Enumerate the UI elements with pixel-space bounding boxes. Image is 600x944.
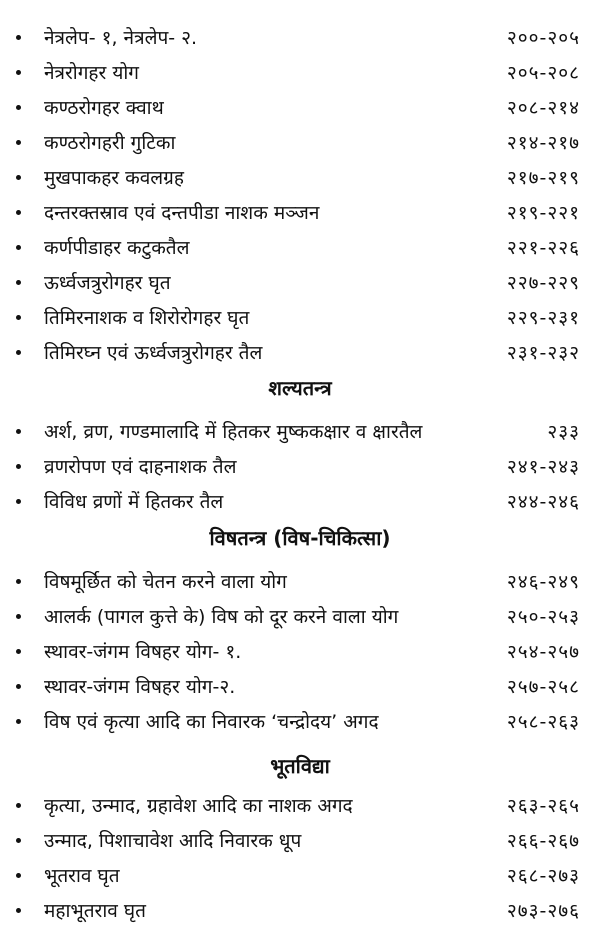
item-title: महाभूतराव घृत [44,900,146,922]
item-pages: २५४-२५७ [506,641,580,663]
list-item [0,55,600,89]
bullet-icon [16,175,21,180]
item-title: नेत्ररोगहर योग [44,62,139,84]
item-pages: २४६-२४९ [506,571,580,593]
bullet-icon [16,280,21,285]
bullet-icon [16,464,21,469]
section-heading: विषतन्त्र (विष-चिकित्सा) [209,526,391,550]
bullet-icon [16,908,21,913]
item-title: नेत्रलेप- १, नेत्रलेप- २. [44,27,198,49]
list-item [0,669,600,703]
item-title: उन्माद, पिशाचावेश आदि निवारक धूप [44,830,302,852]
item-title: आलर्क (पागल कुत्ते के) विष को दूर करने वाला योग [44,606,399,628]
item-title: ऊर्ध्वजत्रुरोगहर घृत [44,272,171,294]
bullet-icon [16,838,21,843]
item-title: तिमिरनाशक व शिरोरोगहर घृत [44,307,250,329]
item-title: तिमिरघ्न एवं ऊर्ध्वजत्रुरोगहर तैल [44,342,263,364]
list-item [0,20,600,54]
item-pages: २४४-२४६ [506,491,580,513]
item-pages: २५८-२६३ [506,711,580,733]
bullet-icon [16,245,21,250]
bullet-icon [16,649,21,654]
list-item [0,300,600,334]
list-item [0,599,600,633]
list-item [0,125,600,159]
bullet-icon [16,579,21,584]
bullet-icon [16,614,21,619]
item-title: भूतराव घृत [44,865,120,887]
item-title: व्रणरोपण एवं दाहनाशक तैल [44,456,237,478]
bullet-icon [16,429,21,434]
list-item [0,823,600,857]
list-item [0,634,600,668]
list-item [0,195,600,229]
item-pages: २३३ [547,421,580,443]
list-item [0,230,600,264]
item-pages: २७३-२७६ [506,900,580,922]
bullet-icon [16,105,21,110]
item-pages: २३१-२३२ [506,342,580,364]
item-title: स्थावर-जंगम विषहर योग-२. [44,676,236,698]
list-item [0,788,600,822]
item-title: कण्ठरोगहरी गुटिका [44,132,176,154]
item-pages: २०५-२०८ [506,62,580,84]
bullet-icon [16,803,21,808]
item-pages: २६३-२६५ [506,795,580,817]
item-pages: २००-२०५ [506,27,580,49]
bullet-icon [16,499,21,504]
item-title: विषमूर्छित को चेतन करने वाला योग [44,571,287,593]
bullet-icon [16,315,21,320]
item-pages: २०८-२१४ [506,97,580,119]
bullet-icon [16,684,21,689]
item-pages: २१७-२१९ [506,167,580,189]
bullet-icon [16,719,21,724]
list-item [0,564,600,598]
item-pages: २६६-२६७ [506,830,580,852]
list-item [0,265,600,299]
bullet-icon [16,210,21,215]
list-item [0,335,600,369]
item-title: दन्तरक्तस्राव एवं दन्तपीडा नाशक मञ्जन [44,202,320,224]
list-item [0,414,600,448]
item-pages: २६८-२७३ [506,865,580,887]
bullet-icon [16,350,21,355]
item-title: अर्श, व्रण, गण्डमालादि में हितकर मुष्ककक्षार व क्षारतैल [44,421,423,443]
bullet-icon [16,873,21,878]
item-pages: २५७-२५८ [506,676,580,698]
section-heading: भूतविद्या [270,754,330,778]
item-pages: २२७-२२९ [506,272,580,294]
item-title: कण्ठरोगहर क्वाथ [44,97,164,119]
item-pages: २२९-२३१ [506,307,580,329]
list-item [0,858,600,892]
list-item [0,704,600,738]
list-item [0,893,600,927]
item-pages: २१९-२२१ [506,202,580,224]
item-title: मुखपाकहर कवलग्रह [44,167,184,189]
item-title: स्थावर-जंगम विषहर योग- १. [44,641,242,663]
section-heading: शल्यतन्त्र [268,376,332,400]
item-pages: २४१-२४३ [506,456,580,478]
list-item [0,449,600,483]
item-pages: २५०-२५३ [506,606,580,628]
item-pages: २१४-२१७ [506,132,580,154]
bullet-icon [16,35,21,40]
item-title: कृत्या, उन्माद, ग्रहावेश आदि का नाशक अगद [44,795,353,817]
item-title: विविध व्रणों में हितकर तैल [44,491,224,513]
item-pages: २२१-२२६ [506,237,580,259]
item-title: विष एवं कृत्या आदि का निवारक ‘चन्द्रोदय’ अगद [44,711,379,733]
item-title: कर्णपीडाहर कटुकतैल [44,237,190,259]
bullet-icon [16,70,21,75]
list-item [0,484,600,518]
list-item [0,160,600,194]
list-item [0,90,600,124]
bullet-icon [16,140,21,145]
